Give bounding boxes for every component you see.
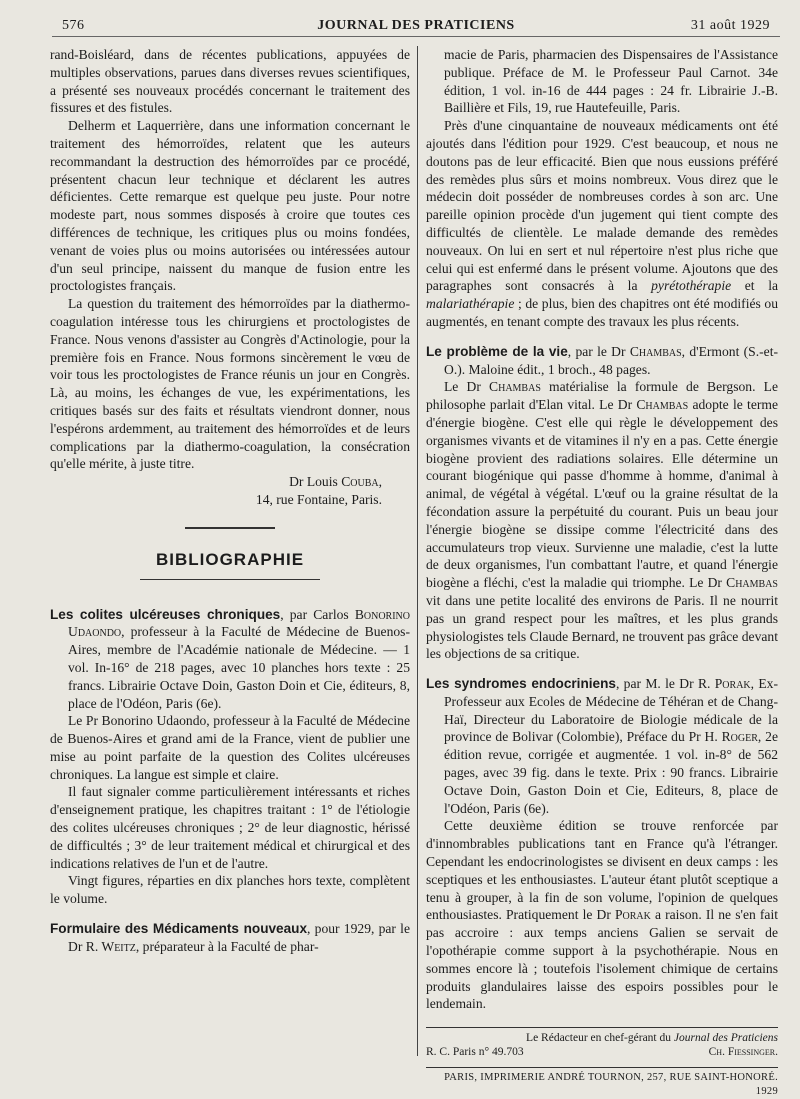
- running-header: [52, 14, 780, 37]
- registration-number: R. C. Paris n° 49.703: [426, 1046, 524, 1059]
- section-heading: BIBLIOGRAPHIE: [155, 549, 305, 569]
- paragraph: macie de Paris, pharmacien des Dispensaires de l'Assistance publique. Préface de M. le Professeur Paul Carnot. 34e édition, 1 vol. in-16 de 444 pages : 24 fr. Librairie J.-B. Baillière et Fils, 19, rue Hautefeuille, Paris.: [444, 47, 778, 116]
- signature-address: 14, rue Fontaine, Paris.: [255, 491, 382, 507]
- entry-title: Les syndromes endocriniens: [426, 676, 616, 692]
- journal-title: JOURNAL DES PRATICIENS: [317, 18, 515, 33]
- entry-title: Les colites ulcéreuses chroniques: [50, 606, 281, 622]
- publication-footer: [426, 1027, 778, 1099]
- entry-title: Formulaire des Médicaments nouveaux: [50, 921, 308, 937]
- paragraph: Le Dr Chambas matérialise la formule de Bergson. Le philosophe parlait d'Elan vital. Le Dr Chambas adopte le terme d'énergie biogène. C'est elle qui règle le développement des organismes vivants et de vitamines il n'y en a pas. Cette énergie biogène provient des radiations solaires. Elle détermine un courant biogénique qui passe d'homme à homme, d'animal à animal, de végétal à végétal. L'œuf ou la graine résultat de la fécondation assure la perpétuité du courant. Puis un beau jour l'énergie biogène se dissipe comme l'électricité dans des accumulateurs trop vieux. Survienne une maladie, c'est la lutte de deux organismes, l'un combattant l'autre, et quand l'énergie biogène a fléchi, c'est la maladie qui triomphe. Le Dr Chambas vit dans une petite localité des environs de Paris. Il ne nourrit pas un grand respect pour les maîtres, et les plus grands physiologistes tels Claude Bernard, ne trouvent pas grâce devant les objections de sa critique.: [426, 379, 779, 662]
- paragraph: Près d'une cinquantaine de nouveaux médicaments ont été ajoutés dans l'édition pour 1929. C'est beaucoup, et nous ne doutons pas de leur efficacité. Bien que nous eussions préféré des remèdes plus sûrs et moins nombreux. Vous direz que le médecin doit posséder de nombreuses cordes à son arc. Une pareille opinion procède d'un jugement qui tient compte des difficultés de clientèle. Le malade demande des remèdes nouveaux. On lui en sert et nul répertoire n'est plus riche que celui qui est enfermé dans le présent volume. Ajoutons que des paragraphes sont consacrés à la pyrétothérapie et la malariathérapie ; de plus, bien des chapitres ont été modifiés ou augmentés, en tenant compte des travaux les plus récents.: [426, 118, 779, 329]
- registration-line: [426, 1045, 778, 1059]
- page-number: 576: [62, 18, 85, 33]
- paragraph: Le Pr Bonorino Udaondo, professeur à la Faculté de Médecine de Buenos-Aires et grand ami de la France, vient de publier une mise au point parfaite de la question des Colites ulcéreuses chroniques. La langue est simple et claire.: [50, 713, 410, 782]
- printer-line: PARIS, IMPRIMERIE ANDRÉ TOURNON, 257, RUE SAINT-HONORÉ. 1929: [426, 1067, 778, 1099]
- paragraph: Il faut signaler comme particulièrement intéressants et riches d'enseignement pratique, les chapitres traitant : 1° de l'étiologie des colites ulcéreuses chroniques ; 2° de leur diagnostic, hérissé de difficultés ; 3° de leur traitement médical et chirurgical et des indications relatives de l'un et de l'autre.: [50, 784, 410, 871]
- editor-line: Le Rédacteur en chef-gérant du Journal des Praticiens: [526, 1032, 778, 1045]
- left-column: [50, 46, 410, 956]
- paragraph: Delherm et Laquerrière, dans une information concernant le traitement des hémorroïdes, relatent que les auteurs recommandant la destruction des hémorroïdes par ce procédé, présentent chacun leur technique et déclarent les autres déficientes. Cette remarque est quelque peu juste. Pour notre modeste part, nous sommes disposés à croire que toutes ces différences de technique, les critiques plus ou moins fondées, venant de voies plus ou moins autorisées ou intéressées autour d'un seul principe, naissent du manque de fusion entre les proctologistes français.: [50, 118, 410, 294]
- paragraph: Cette deuxième édition se trouve renforcée par d'innombrables publications tant en France qu'à l'étranger. Cependant les endocrinologistes se divisent en deux camps : les sceptiques et les enthousiastes. L'auteur étant plutôt sceptique a tenu à grouper, à la fin de son volume, l'opinion de quelques enthousiastes. Pratiquement le Dr Porak a raison. Il ne s'en fait pas accroire : aux temps anciens Galien se servait de l'opothérapie comme support à la psychothérapie. Nous en sommes encore là ; toutefois l'isolement chimique de certains produits glandulaires laisse des espoirs possibles pour le lendemain.: [426, 818, 778, 1012]
- bibliography-entry: Le problème de la vie, par le Dr Chambas, d'Ermont (S.-et-O.). Maloine édit., 1 broch., 48 pages.: [426, 343, 778, 377]
- bibliography-entry: Les syndromes endocriniens, par M. le Dr R. Porak, Ex-Professeur aux Ecoles de Médecine de Téhéran et de Chang-Haï, Directeur du Laboratoire de Biologie médicale de la province de Bolivar (Colombie), Préface du Pr H. Roger, 2e édition revue, corrigée et augmentée. 1 vol. in-8° de 562 pages, avec 39 fig. dans le texte. Prix : 90 francs. Librairie Octave Doin, Gaston Doin et Cie, Editeurs, 8, place de l'Odéon, Paris (6e).: [426, 676, 778, 816]
- bibliography-entry: Les colites ulcéreuses chroniques, par Carlos Bonorino Udaondo, professeur à la Faculté de Médecine de Buenos-Aires, membre de l'Académie nationale de Médecine. — 1 vol. In-16° de 218 pages, avec 10 planches hors texte : 25 francs. Librairie Octave Doin, Gaston Doin et Cie, éditeurs, 8, place de l'Odéon, Paris (6e).: [50, 606, 410, 711]
- paragraph: La question du traitement des hémorroïdes par la diathermo-coagulation intéresse tous les chirurgiens et proctologistes de France. Nous venons d'assister au Congrès d'Actinologie, pour la première fois en France. Nous formons sincèrement le vœu de voir tous les proctologistes de France réunis un jour en Congrès. Là, au moins, les échanges de vue, les expérimentations, les critiques basés sur des faits et résultats viendront donner, nous l'espérons ardemment, au traitement des hémorroïdes et de leurs complications par la diathermo-coagulation, la consécration qu'elle mérite, à juste titre.: [50, 296, 410, 472]
- paragraph: Vingt figures, réparties en dix planches hors texte, complètent le volume.: [50, 873, 410, 907]
- entry-author: Chambas: [629, 343, 682, 359]
- heading-rule: [140, 579, 320, 580]
- entry-author: Bonorino Udaondo: [68, 606, 410, 640]
- section-divider: [185, 527, 275, 529]
- signature-name: Dr Louis Couba,: [289, 474, 382, 490]
- paragraph: rand-Boisléard, dans de récentes publications, appuyées de multiples observations, parues dans diverses revues scientifiques, a présenté ses nouveaux procédés concernant le traitement des fissures et des fistules.: [50, 47, 410, 116]
- entry-author: R. Porak: [697, 676, 751, 692]
- bibliography-entry: Formulaire des Médicaments nouveaux, pour 1929, par le Dr R. Weitz, préparateur à la Faculté de phar-: [50, 921, 410, 954]
- entry-title: Le problème de la vie: [426, 343, 568, 359]
- editor-name: Ch. Fiessinger.: [708, 1046, 778, 1059]
- issue-date: 31 août 1929: [690, 18, 770, 33]
- entry-author: R. Weitz: [85, 938, 136, 954]
- right-column: [426, 46, 778, 1099]
- column-divider: [417, 46, 418, 1056]
